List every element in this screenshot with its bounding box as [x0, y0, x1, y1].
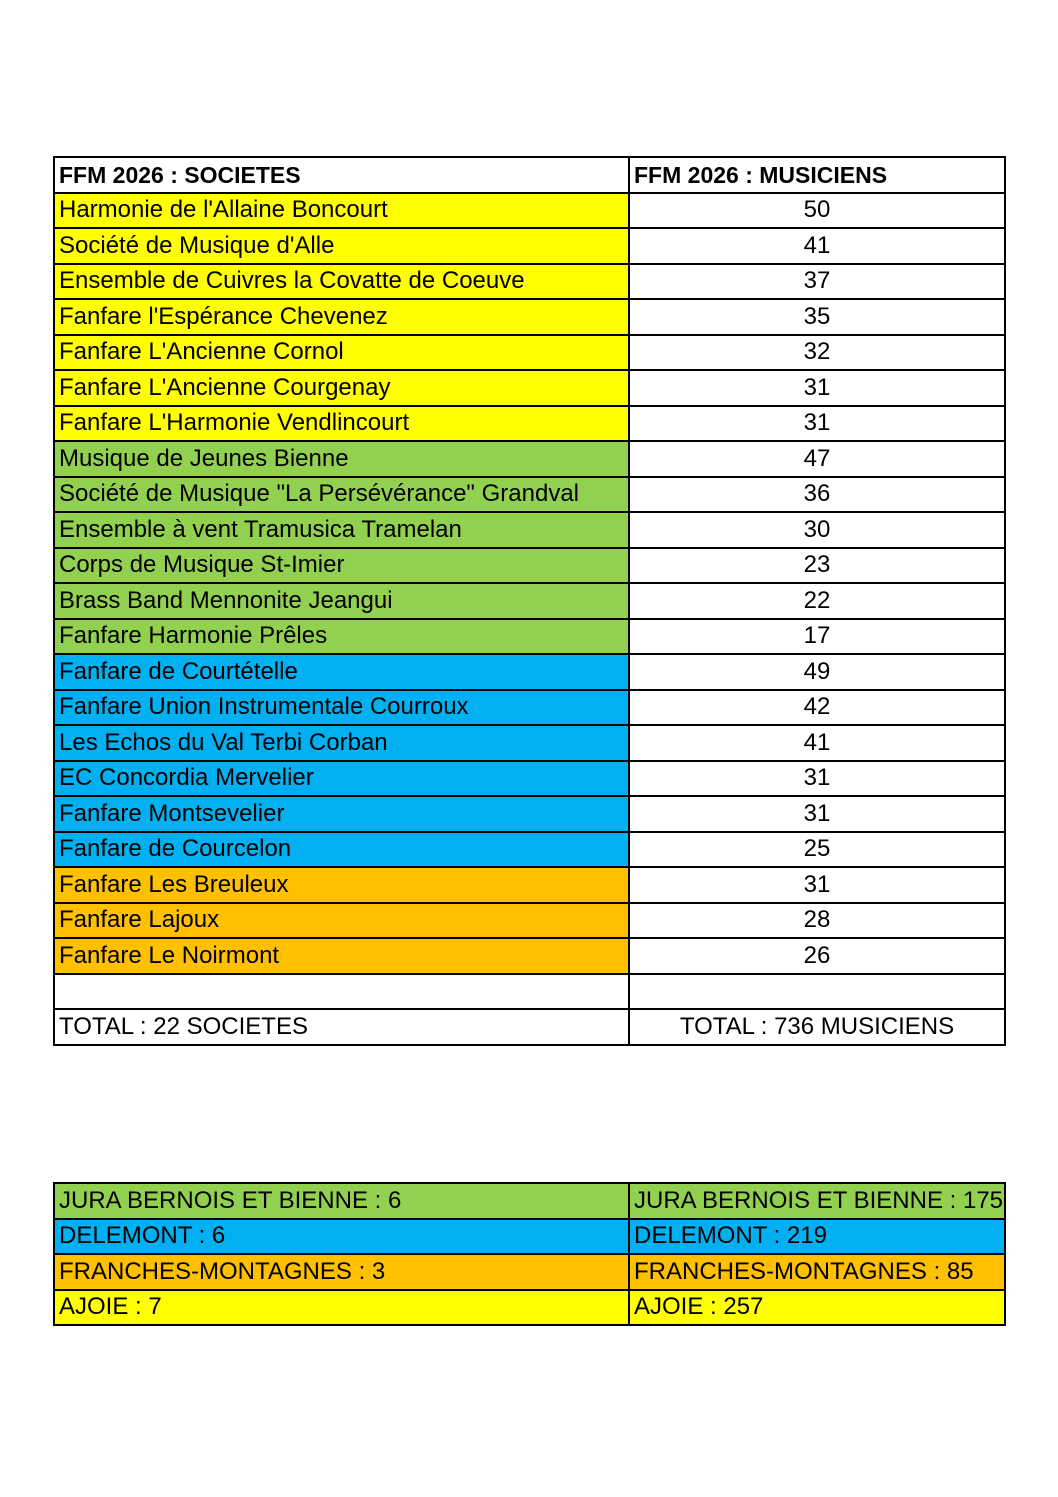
table-row — [54, 406, 1005, 442]
summary-row-franches-montagnes — [54, 1254, 1005, 1290]
musician-count: 17 — [629, 619, 1005, 655]
table-row — [54, 228, 1005, 264]
musician-count: 32 — [629, 335, 1005, 371]
table-row — [54, 903, 1005, 939]
summary-row-jura-bernois — [54, 1183, 1005, 1219]
region-summary-table — [53, 1182, 1006, 1326]
society-name: Fanfare de Courcelon — [54, 832, 629, 868]
table-row — [54, 761, 1005, 797]
society-name: Brass Band Mennonite Jeangui — [54, 583, 629, 619]
summary-row-ajoie — [54, 1290, 1005, 1326]
musician-count: 22 — [629, 583, 1005, 619]
summary-societes: DELEMONT : 6 — [54, 1219, 629, 1255]
table-row — [54, 796, 1005, 832]
musician-count: 31 — [629, 370, 1005, 406]
table-row — [54, 938, 1005, 974]
summary-musiciens: JURA BERNOIS ET BIENNE : 175 — [629, 1183, 1005, 1219]
musician-count: 42 — [629, 690, 1005, 726]
society-name: Société de Musique "La Persévérance" Grandval — [54, 477, 629, 513]
table-row — [54, 299, 1005, 335]
society-name: Fanfare Montsevelier — [54, 796, 629, 832]
musician-count: 37 — [629, 264, 1005, 300]
musician-count: 31 — [629, 796, 1005, 832]
summary-societes: AJOIE : 7 — [54, 1290, 629, 1326]
empty-cell — [629, 974, 1005, 1010]
table-row — [54, 477, 1005, 513]
musician-count: 36 — [629, 477, 1005, 513]
society-name: Harmonie de l'Allaine Boncourt — [54, 193, 629, 229]
society-name: EC Concordia Mervelier — [54, 761, 629, 797]
totals-row — [54, 1009, 1005, 1045]
society-name: Fanfare Le Noirmont — [54, 938, 629, 974]
musician-count: 50 — [629, 193, 1005, 229]
musician-count: 49 — [629, 654, 1005, 690]
header-row — [54, 157, 1005, 193]
musician-count: 31 — [629, 867, 1005, 903]
musician-count: 25 — [629, 832, 1005, 868]
society-name: Fanfare l'Espérance Chevenez — [54, 299, 629, 335]
musician-count: 47 — [629, 441, 1005, 477]
society-name: Société de Musique d'Alle — [54, 228, 629, 264]
society-name: Corps de Musique St-Imier — [54, 548, 629, 584]
total-musiciens: TOTAL : 736 MUSICIENS — [629, 1009, 1005, 1045]
table-row — [54, 264, 1005, 300]
society-name: Fanfare L'Harmonie Vendlincourt — [54, 406, 629, 442]
summary-musiciens: FRANCHES-MONTAGNES : 85 — [629, 1254, 1005, 1290]
table-row — [54, 370, 1005, 406]
musician-count: 31 — [629, 406, 1005, 442]
society-name: Fanfare L'Ancienne Cornol — [54, 335, 629, 371]
table-row — [54, 725, 1005, 761]
musician-count: 41 — [629, 725, 1005, 761]
table-row — [54, 654, 1005, 690]
table-row — [54, 619, 1005, 655]
table-row — [54, 832, 1005, 868]
summary-row-delemont — [54, 1219, 1005, 1255]
society-name: Ensemble à vent Tramusica Tramelan — [54, 512, 629, 548]
societies-table — [53, 156, 1006, 1046]
summary-societes: JURA BERNOIS ET BIENNE : 6 — [54, 1183, 629, 1219]
table-row — [54, 193, 1005, 229]
society-name: Musique de Jeunes Bienne — [54, 441, 629, 477]
society-name: Les Echos du Val Terbi Corban — [54, 725, 629, 761]
table-row — [54, 548, 1005, 584]
summary-musiciens: DELEMONT : 219 — [629, 1219, 1005, 1255]
society-name: Fanfare Les Breuleux — [54, 867, 629, 903]
musician-count: 23 — [629, 548, 1005, 584]
total-societes: TOTAL : 22 SOCIETES — [54, 1009, 629, 1045]
table-row — [54, 867, 1005, 903]
table-row — [54, 690, 1005, 726]
musician-count: 28 — [629, 903, 1005, 939]
society-name: Ensemble de Cuivres la Covatte de Coeuve — [54, 264, 629, 300]
table-row — [54, 335, 1005, 371]
society-name: Fanfare Union Instrumentale Courroux — [54, 690, 629, 726]
society-name: Fanfare Lajoux — [54, 903, 629, 939]
summary-societes: FRANCHES-MONTAGNES : 3 — [54, 1254, 629, 1290]
society-name: Fanfare Harmonie Prêles — [54, 619, 629, 655]
musician-count: 41 — [629, 228, 1005, 264]
musician-count: 26 — [629, 938, 1005, 974]
society-name: Fanfare L'Ancienne Courgenay — [54, 370, 629, 406]
header-musiciens: FFM 2026 : MUSICIENS — [629, 157, 1005, 193]
table-row — [54, 583, 1005, 619]
table-row — [54, 441, 1005, 477]
musician-count: 30 — [629, 512, 1005, 548]
header-societes: FFM 2026 : SOCIETES — [54, 157, 629, 193]
empty-cell — [54, 974, 629, 1010]
empty-row — [54, 974, 1005, 1010]
musician-count: 35 — [629, 299, 1005, 335]
summary-musiciens: AJOIE : 257 — [629, 1290, 1005, 1326]
table-row — [54, 512, 1005, 548]
musician-count: 31 — [629, 761, 1005, 797]
society-name: Fanfare de Courtételle — [54, 654, 629, 690]
